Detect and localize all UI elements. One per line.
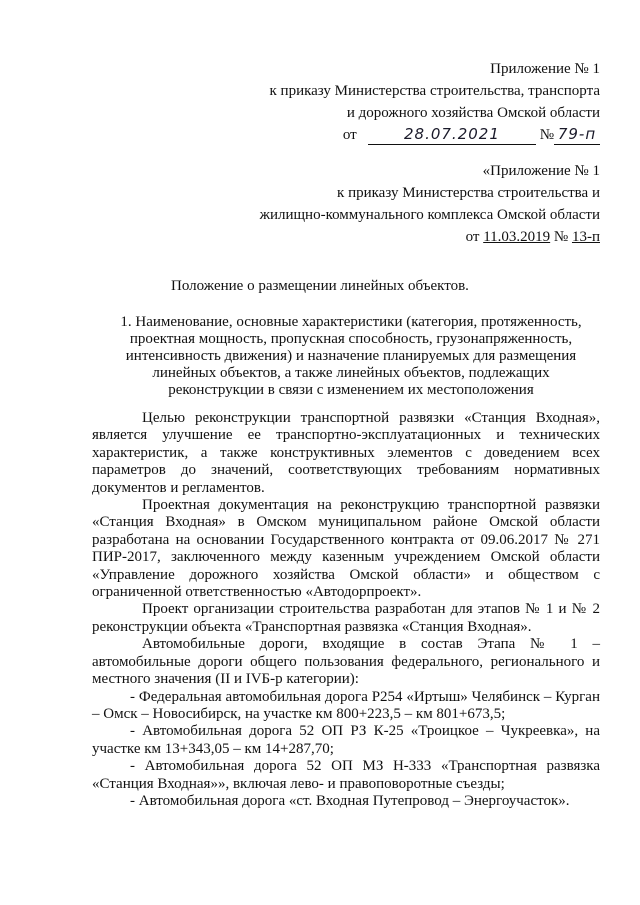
handwritten-number: 79-п: [557, 125, 597, 143]
list-item: - Автомобильная дорога «ст. Входная Путепровод – Энергоучасток».: [130, 792, 570, 809]
list-item: - Автомобильная дорога 52 ОП РЗ К-25 «Троицкое – Чукреевка», на участке км 13+343,05 – км 14+287,70;: [92, 723, 600, 757]
section-heading: 1. Наименование, основные характеристики (категория, протяженность, проектная мощность, пропускная способность, грузонапряженность, интенсивность движения) и назначение планируемых для размещения линейных объектов, а также линейных объектов, подлежащих реконструкции в связи с изменением их местоположения: [120, 314, 582, 398]
original-appendix-title: «Приложение № 1: [482, 163, 600, 179]
from-label: от: [342, 127, 357, 143]
paragraph: Целью реконструкции транспортной развязки «Станция Входная», является улучшение ее транспортно-эксплуатационных и технических характеристик, а также конструктивных элементов с доведением всех параметров до значений, соответствующих требованиям нормативных документов и регламентов.: [92, 410, 600, 496]
from-label: от: [465, 229, 480, 245]
appendix-ministry-line: и дорожного хозяйства Омской области: [346, 105, 600, 121]
paragraph: Проект организации строительства разработан для этапов № 1 и № 2 реконструкции объекта «Транспортная развязка «Станция Входная».: [92, 601, 600, 635]
document-title: Положение о размещении линейных объектов.: [171, 278, 469, 294]
document-body: [92, 410, 600, 810]
original-date: 11.03.2019: [483, 229, 551, 245]
original-date-line: [260, 226, 600, 248]
number-label: №: [553, 229, 569, 245]
appendix-date-line: [270, 124, 601, 146]
number-label: №: [539, 127, 554, 143]
original-appendix-header: [260, 160, 600, 248]
original-number: 13-п: [571, 229, 600, 245]
list-item: - Автомобильная дорога 52 ОП МЗ Н-333 «Транспортная развязка «Станция Входная»», включая лево- и правоповоротные съезды;: [92, 758, 600, 792]
original-order-line: к приказу Министерства строительства и: [337, 185, 600, 201]
appendix-header: [270, 58, 601, 146]
paragraph: Проектная документация на реконструкцию транспортной развязки «Станция Входная» в Омском муниципальном районе Омской области разработана на основании Государственного контракта от 09.06.2017 № 271 ПИР-2017, заключенного между казенным учреждением Омской области «Управление дорожного хозяйства Омской области» и обществом с ограниченной ответственностью «Автодорпроект».: [92, 497, 600, 601]
appendix-order-line: к приказу Министерства строительства, транспорта: [269, 83, 600, 99]
paragraph: Автомобильные дороги, входящие в состав Этапа № 1 – автомобильные дороги общего пользования федерального, регионального и местного значения (II и IVБ-р категории):: [92, 636, 600, 688]
handwritten-date: 28.07.2021: [403, 125, 500, 143]
original-ministry-line: жилищно-коммунального комплекса Омской области: [259, 207, 600, 223]
list-item: - Федеральная автомобильная дорога Р254 «Иртыш» Челябинск – Курган – Омск – Новосибирск, на участке км 800+223,5 – км 801+673,5;: [92, 688, 600, 722]
appendix-title: Приложение № 1: [490, 61, 600, 77]
